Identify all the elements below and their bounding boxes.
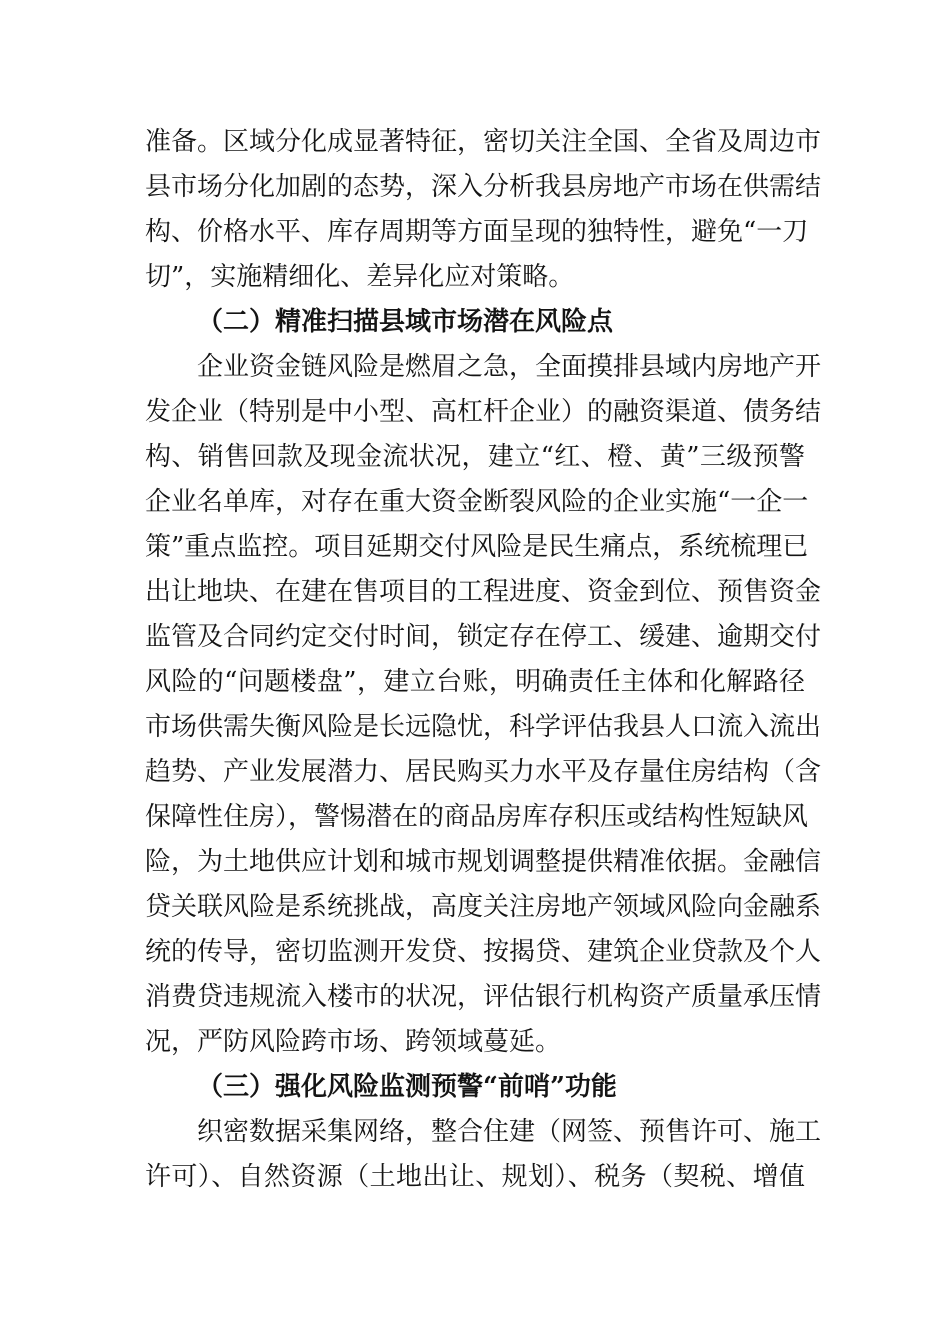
paragraph-first-line: 织密数据采集网络，整合住建（网签、预售许可、施工: [197, 1117, 822, 1147]
section-heading: （二）精准扫描县域市场潜在风险点: [197, 307, 614, 337]
text-line: 出让地块、在建在售项目的工程进度、资金到位、预售资金: [145, 577, 822, 607]
text-line: 保障性住房），警惕潜在的商品房库存积压或结构性短缺风: [145, 802, 809, 832]
text-line: 风险的“问题楼盘”，建立台账，明确责任主体和化解路径: [145, 667, 805, 697]
text-line: 发企业（特别是中小型、高杠杆企业）的融资渠道、债务结: [145, 397, 822, 427]
text-line: 趋势、产业发展潜力、居民购买力水平及存量住房结构（含: [145, 757, 822, 787]
text-line: 县市场分化加剧的态势，深入分析我县房地产市场在供需结: [145, 172, 822, 202]
text-line: 策”重点监控。项目延期交付风险是民生痛点，系统梳理已: [145, 532, 809, 562]
text-line: 险，为土地供应计划和城市规划调整提供精准依据。金融信: [145, 847, 822, 877]
text-line: 消费贷违规流入楼市的状况，评估银行机构资产质量承压情: [145, 982, 822, 1012]
text-line: 构、价格水平、库存周期等方面呈现的独特性，避免“一刀: [145, 217, 809, 247]
text-line: 监管及合同约定交付时间，锁定存在停工、缓建、逾期交付: [145, 622, 822, 652]
text-line: 构、销售回款及现金流状况，建立“红、橙、黄”三级预警: [145, 442, 805, 472]
text-line: 况，严防风险跨市场、跨领域蔓延。: [145, 1027, 562, 1057]
section-heading: （三）强化风险监测预警“前哨”功能: [197, 1072, 617, 1102]
text-line: 企业名单库，对存在重大资金断裂风险的企业实施“一企一: [145, 487, 809, 517]
text-line: 许可）、自然资源（土地出让、规划）、税务（契税、增值: [145, 1162, 805, 1192]
text-line: 切”，实施精细化、差异化应对策略。: [145, 262, 575, 292]
text-line: 统的传导，密切监测开发贷、按揭贷、建筑企业贷款及个人: [145, 937, 822, 967]
paragraph-first-line: 企业资金链风险是燃眉之急，全面摸排县域内房地产开: [197, 352, 822, 382]
text-line: 准备。区域分化成显著特征，密切关注全国、全省及周边市: [145, 127, 822, 157]
text-line: 市场供需失衡风险是长远隐忧，科学评估我县人口流入流出: [145, 712, 822, 742]
text-line: 贷关联风险是系统挑战，高度关注房地产领域风险向金融系: [145, 892, 822, 922]
